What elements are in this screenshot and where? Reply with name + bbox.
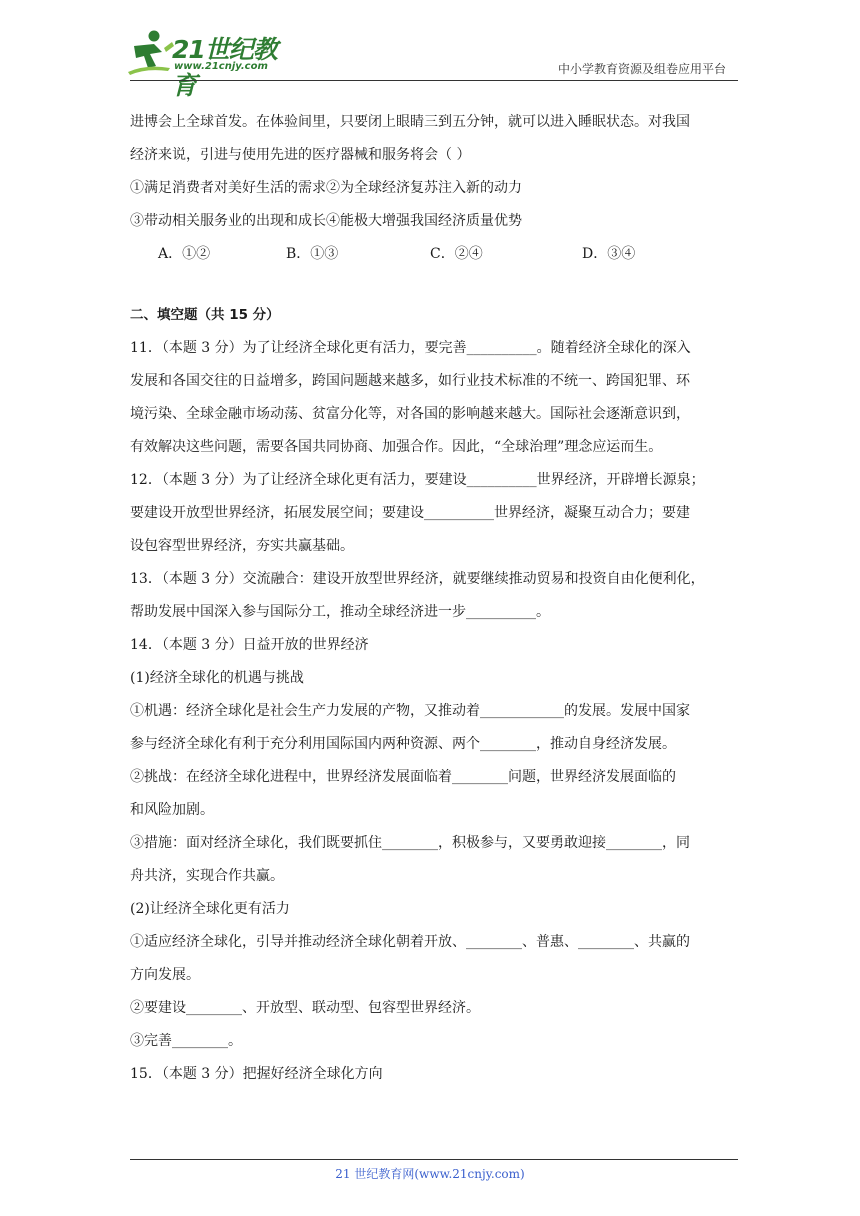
q13-line: 13．（本题 3 分）交流融合：建设开放型世界经济，就要继续推动贸易和投资自由化便利化，: [130, 571, 705, 587]
site-logo: [120, 28, 290, 100]
q12-line: 12．（本题 3 分）为了让经济全球化更有活力，要建设__________世界经济，开辟增长源泉；: [130, 472, 705, 488]
q10-line: ①满足消费者对美好生活的需求②为全球经济复苏注入新的动力: [130, 180, 522, 196]
footer-text[interactable]: 21 世纪教育网(www.21cnjy.com): [335, 1167, 525, 1181]
q10-line: 经济来说，引进与使用先进的医疗器械和服务将会（ ）: [130, 147, 471, 163]
header-divider: [130, 80, 738, 81]
section-title: 二、填空题（共 15 分）: [130, 307, 280, 323]
q11-line: 11．（本题 3 分）为了让经济全球化更有活力，要完善__________。随着经济全球化的深入: [130, 340, 691, 356]
q14-line: ③完善________。: [130, 1033, 242, 1049]
q14-line: 和风险加剧。: [130, 802, 214, 818]
q14-line: (2)让经济全球化更有活力: [130, 901, 290, 917]
q12-line: 设包容型世界经济，夯实共赢基础。: [130, 538, 354, 554]
q14-line: (1)经济全球化的机遇与挑战: [130, 670, 304, 686]
q11-line: 发展和各国交往的日益增多，跨国问题越来越多，如行业技术标准的不统一、跨国犯罪、环: [130, 373, 690, 389]
q15-line: 15．（本题 3 分）把握好经济全球化方向: [130, 1066, 383, 1082]
q10-line: ③带动相关服务业的出现和成长④能极大增强我国经济质量优势: [130, 213, 522, 229]
q10-options: [130, 238, 742, 271]
logo-url: www.21cnjy.com: [174, 61, 268, 72]
q14-line: ①适应经济全球化，引导并推动经济全球化朝着开放、________、普惠、________、共赢的: [130, 934, 690, 950]
q14-line: 14．（本题 3 分）日益开放的世界经济: [130, 637, 369, 653]
q11-line: 境污染、全球金融市场动荡、贫富分化等，对各国的影响越来越大。国际社会逐渐意识到，: [130, 406, 690, 422]
q12-line: 要建设开放型世界经济，拓展发展空间；要建设__________世界经济，凝聚互动合力；要建: [130, 505, 690, 521]
option-d: D．③④: [582, 246, 636, 262]
q13-line: 帮助发展中国深入参与国际分工，推动全球经济进一步__________。: [130, 604, 550, 620]
page-content: [130, 106, 742, 1091]
logo-text: 21世纪教育: [172, 35, 277, 100]
runner-icon: [120, 28, 176, 78]
q14-line: 舟共济，实现合作共赢。: [130, 868, 284, 884]
option-b: B．①③: [286, 246, 339, 262]
q14-line: ②要建设________、开放型、联动型、包容型世界经济。: [130, 1000, 480, 1016]
q14-line: 方向发展。: [130, 967, 200, 983]
option-c: C．②④: [430, 246, 483, 262]
q10-line: 进博会上全球首发。在体验间里，只要闭上眼睛三到五分钟，就可以进入睡眠状态。对我国: [130, 114, 690, 130]
q14-line: ②挑战：在经济全球化进程中，世界经济发展面临着________问题，世界经济发展面临的: [130, 769, 676, 785]
platform-name: 中小学教育资源及组卷应用平台: [557, 62, 726, 76]
q14-line: ③措施：面对经济全球化，我们既要抓住________，积极参与，又要勇敢迎接________，同: [130, 835, 690, 851]
q14-line: 参与经济全球化有利于充分利用国际国内两种资源、两个________，推动自身经济发展。: [130, 736, 676, 752]
option-a: A．①②: [158, 246, 211, 262]
footer-divider: [130, 1159, 738, 1160]
q11-line: 有效解决这些问题，需要各国共同协商、加强合作。因此，“全球治理”理念应运而生。: [130, 439, 663, 455]
q14-line: ①机遇：经济全球化是社会生产力发展的产物，又推动着____________的发展。发展中国家: [130, 703, 690, 719]
